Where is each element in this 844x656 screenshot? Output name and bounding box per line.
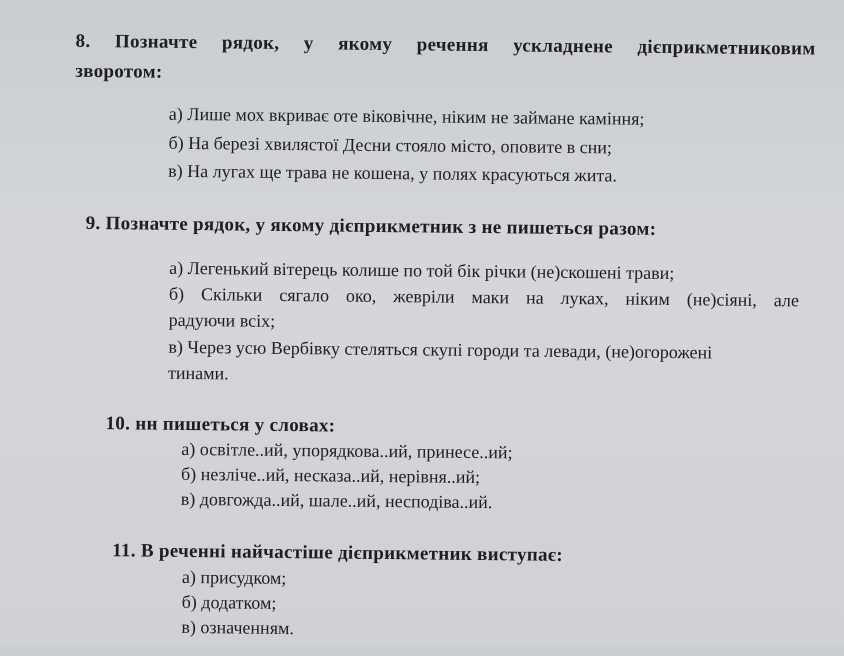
question-10-option-c: в) довгожда..ий, шале..ий, несподіва..ий. xyxy=(180,488,493,513)
question-8-title-line2: зворотом: xyxy=(75,60,163,83)
question-9-title: 9. Позначте рядок, у якому дієприкметник з не пишеться разом: xyxy=(85,212,657,240)
question-11-option-c: в) означенням. xyxy=(181,616,295,639)
question-11-option-b: б) додатком; xyxy=(181,591,277,613)
question-9-option-c: в) Через усю Вербівку стеляться скупі городи та левади, (не)огорожені xyxy=(168,336,713,363)
question-9-option-b-cont: радуючи всіх; xyxy=(168,309,276,331)
question-8-title-line1: 8. Позначте рядок, у якому речення ускладнене дієприкметниковим xyxy=(75,30,816,60)
question-10-title: 10. нн пишеться у словах: xyxy=(105,413,336,437)
question-9-option-c-cont: тинами. xyxy=(168,362,229,384)
question-10-option-a: а) освітле..ий, упорядкова..ий, принесе..ий; xyxy=(181,438,513,463)
question-11-title: 11. В реченні найчастіше дієприкметник виступає: xyxy=(112,540,564,566)
question-8-option-b: б) На березі хвилястої Десни стояло місто, оповите в сни; xyxy=(168,132,613,158)
question-9-option-b: б) Скільки сягало око, жевріли маки на луках, ніким (не)сіяні, але xyxy=(168,283,800,311)
question-8-option-a: а) Лише мох вкриває оте віковічне, ніким не займане каміння; xyxy=(168,103,645,129)
question-8-option-c: в) На лугах ще трава не кошена, у полях красуються жита. xyxy=(168,160,618,186)
question-11-option-a: а) присудком; xyxy=(181,566,287,589)
question-9-option-a: а) Легенький вітерець колише по той бік річки (не)скошені трави; xyxy=(169,257,675,284)
question-10-option-b: б) незліче..ий, несказа..ий, нерівня..ий; xyxy=(180,463,481,488)
